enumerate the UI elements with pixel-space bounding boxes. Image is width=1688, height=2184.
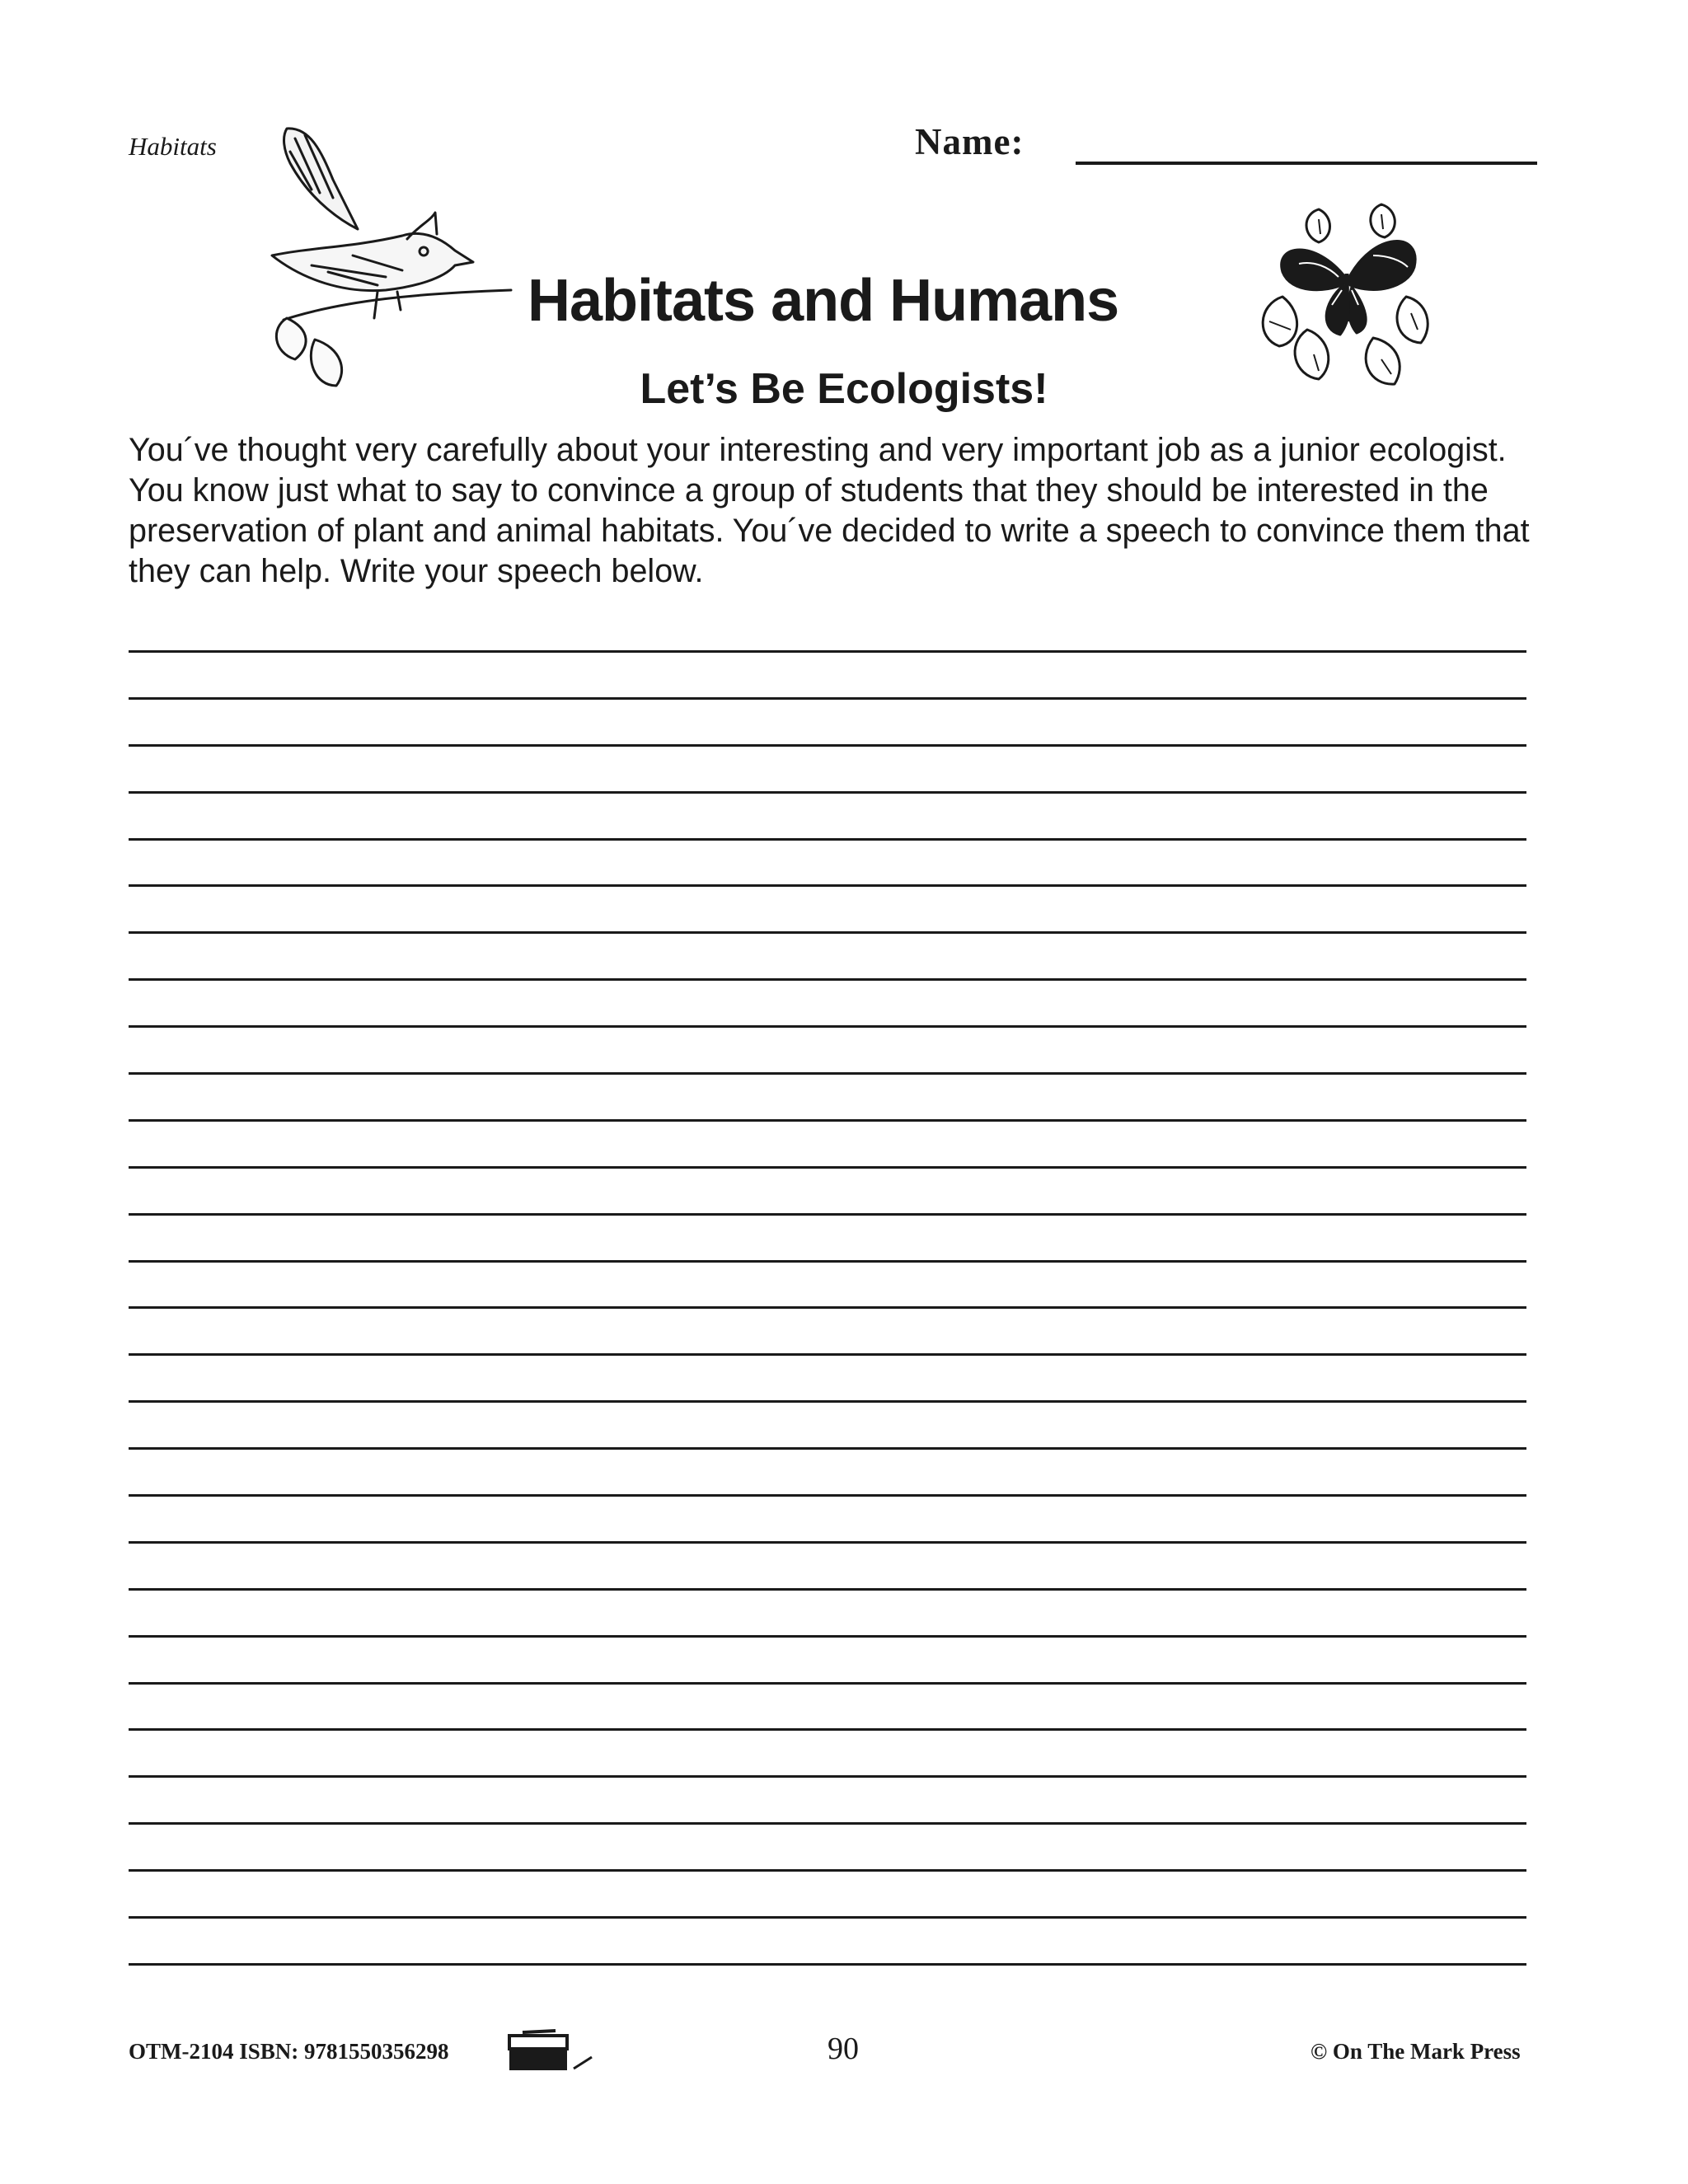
writing-line[interactable]	[129, 1353, 1526, 1400]
worksheet-title: Habitats and Humans	[528, 268, 1119, 334]
writing-line[interactable]	[129, 1072, 1526, 1119]
writing-line[interactable]	[129, 978, 1526, 1025]
writing-line[interactable]	[129, 884, 1526, 931]
writing-line[interactable]	[129, 1728, 1526, 1775]
writing-line[interactable]	[129, 1260, 1526, 1307]
publisher-credit: © On The Mark Press	[1311, 2039, 1521, 2064]
writing-line[interactable]	[129, 791, 1526, 838]
photocopier-icon	[506, 2027, 598, 2074]
name-label: Name:	[915, 121, 1025, 162]
writing-line[interactable]	[129, 1635, 1526, 1682]
writing-line[interactable]	[129, 1963, 1526, 2010]
butterfly-icon	[1250, 198, 1441, 389]
blue-jay-icon	[262, 124, 519, 396]
writing-line[interactable]	[129, 1682, 1526, 1729]
writing-line[interactable]	[129, 1166, 1526, 1213]
writing-line[interactable]	[129, 1119, 1526, 1166]
subject-label: Habitats	[129, 132, 217, 161]
writing-line[interactable]	[129, 650, 1526, 697]
worksheet-subtitle: Let’s Be Ecologists!	[640, 365, 1048, 413]
writing-area[interactable]	[129, 650, 1526, 2010]
writing-line[interactable]	[129, 1822, 1526, 1869]
writing-line[interactable]	[129, 1025, 1526, 1072]
page-number: 90	[828, 2032, 859, 2066]
writing-line[interactable]	[129, 1588, 1526, 1635]
writing-line[interactable]	[129, 1541, 1526, 1588]
writing-line[interactable]	[129, 1213, 1526, 1260]
writing-line[interactable]	[129, 1869, 1526, 1916]
instructions-paragraph: You´ve thought very carefully about your interesting and very important job as a junior ecologist. You know just what to say to convince a group of students that they should be interested in the preservation of plant and animal habitats. You´ve decided to write a speech to convince them that they can help. Write your speech below.	[129, 432, 1530, 589]
writing-line[interactable]	[129, 744, 1526, 791]
writing-line[interactable]	[129, 838, 1526, 885]
writing-line[interactable]	[129, 1775, 1526, 1822]
writing-line[interactable]	[129, 1447, 1526, 1494]
product-code: OTM-2104 ISBN: 9781550356298	[129, 2039, 449, 2064]
name-field[interactable]	[1076, 162, 1537, 165]
writing-line[interactable]	[129, 1916, 1526, 1963]
writing-line[interactable]	[129, 1306, 1526, 1353]
writing-line[interactable]	[129, 697, 1526, 744]
writing-line[interactable]	[129, 1400, 1526, 1447]
writing-line[interactable]	[129, 1494, 1526, 1541]
writing-line[interactable]	[129, 931, 1526, 978]
